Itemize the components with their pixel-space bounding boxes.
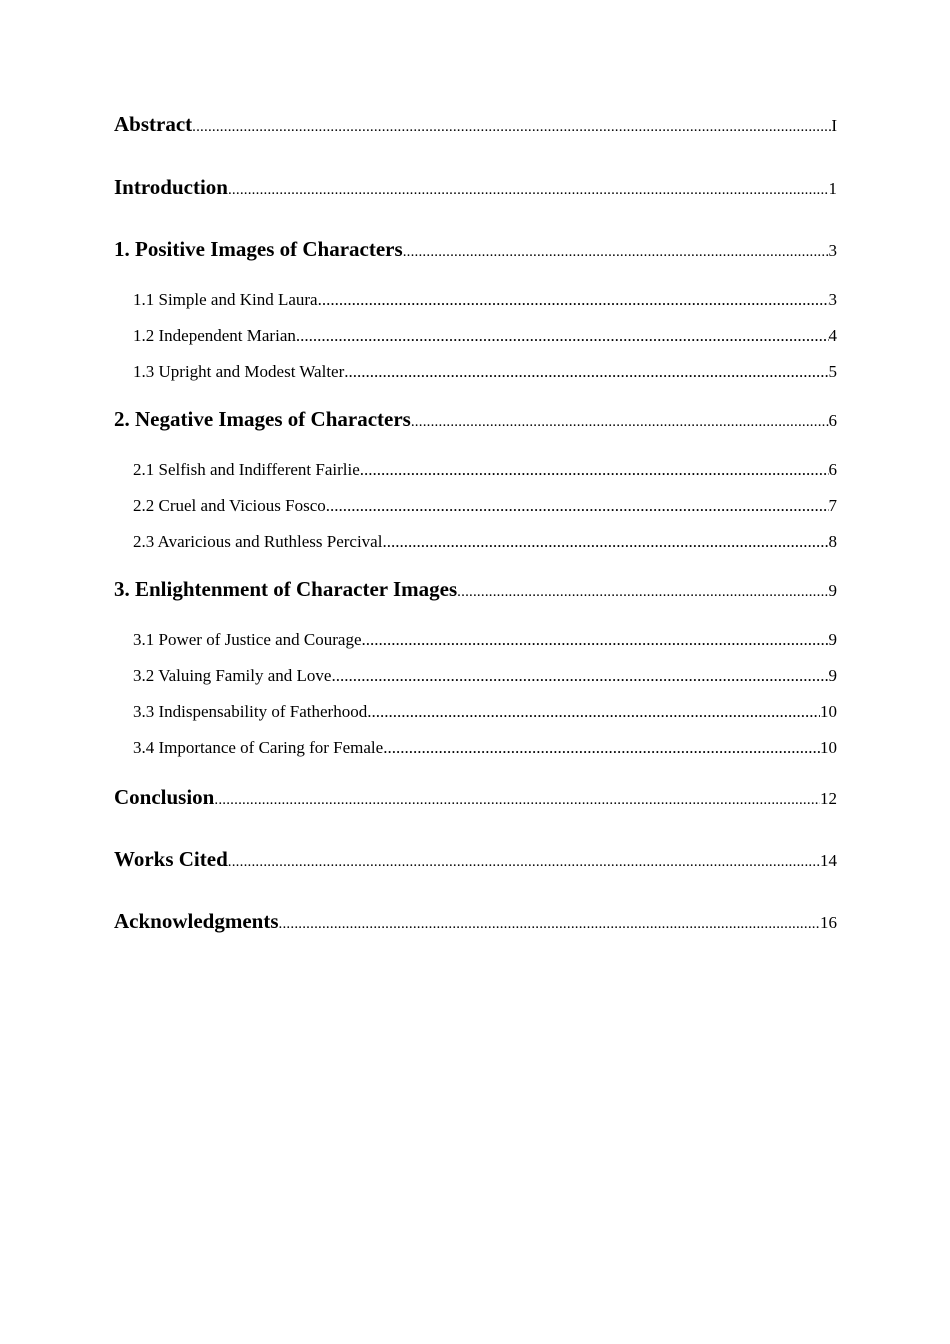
toc-entry-title: 3.1 Power of Justice and Courage bbox=[133, 630, 362, 649]
dot-leader bbox=[344, 362, 828, 382]
dot-leader bbox=[360, 460, 829, 480]
dot-leader bbox=[318, 290, 829, 310]
toc-entry-abstract[interactable] bbox=[114, 112, 837, 137]
toc-entry-acknowledgments[interactable] bbox=[114, 909, 837, 934]
toc-entry-works-cited[interactable] bbox=[114, 847, 837, 872]
toc-entry-page: I bbox=[831, 116, 837, 135]
toc-entry-title: 1.3 Upright and Modest Walter bbox=[133, 362, 345, 381]
toc-entry-chapter-3[interactable] bbox=[114, 577, 837, 602]
toc-entry-page: 3 bbox=[828, 290, 837, 309]
toc-entry-section-1-3[interactable] bbox=[133, 362, 837, 382]
toc-entry-title: Conclusion bbox=[114, 785, 215, 809]
toc-entry-page: 14 bbox=[820, 851, 837, 870]
toc-entry-page: 9 bbox=[828, 581, 837, 600]
toc-entry-chapter-1[interactable] bbox=[114, 237, 837, 262]
toc-entry-page: 12 bbox=[820, 789, 837, 808]
toc-entry-title: 3. Enlightenment of Character Images bbox=[114, 577, 458, 601]
toc-entry-page: 9 bbox=[828, 630, 837, 649]
dot-leader bbox=[214, 792, 820, 809]
toc-entry-title: 1.1 Simple and Kind Laura bbox=[133, 290, 318, 309]
dot-leader bbox=[383, 738, 820, 758]
toc-entry-title: 2.3 Avaricious and Ruthless Percival bbox=[133, 532, 383, 551]
dot-leader bbox=[331, 666, 828, 686]
toc-entry-page: 7 bbox=[828, 496, 837, 515]
dot-leader bbox=[367, 702, 820, 722]
dot-leader bbox=[228, 182, 829, 199]
toc-entry-title: 2.2 Cruel and Vicious Fosco bbox=[133, 496, 326, 515]
toc-entry-page: 10 bbox=[820, 702, 837, 721]
dot-leader bbox=[296, 326, 829, 346]
toc-entry-page: 9 bbox=[828, 666, 837, 685]
toc-entry-section-1-2[interactable] bbox=[133, 326, 837, 346]
toc-entry-page: 4 bbox=[828, 326, 837, 345]
toc-entry-page: 1 bbox=[828, 179, 837, 198]
toc-entry-section-3-2[interactable] bbox=[133, 666, 837, 686]
toc-entry-page: 3 bbox=[828, 241, 837, 260]
toc-entry-conclusion[interactable] bbox=[114, 785, 837, 810]
toc-entry-section-2-2[interactable] bbox=[133, 496, 837, 516]
toc-entry-title: 2.1 Selfish and Indifferent Fairlie bbox=[133, 460, 360, 479]
toc-entry-page: 8 bbox=[828, 532, 837, 551]
dot-leader bbox=[382, 532, 828, 552]
toc-entry-title: 3.4 Importance of Caring for Female bbox=[133, 738, 384, 757]
dot-leader bbox=[279, 916, 820, 933]
toc-entry-section-1-1[interactable] bbox=[133, 290, 837, 310]
toc-entry-page: 5 bbox=[828, 362, 837, 381]
toc-entry-section-3-1[interactable] bbox=[133, 630, 837, 650]
toc-entry-introduction[interactable] bbox=[114, 175, 837, 200]
toc-entry-section-3-3[interactable] bbox=[133, 702, 837, 722]
dot-leader bbox=[228, 854, 820, 871]
toc-entry-chapter-2[interactable] bbox=[114, 407, 837, 432]
toc-entry-title: 3.3 Indispensability of Fatherhood bbox=[133, 702, 368, 721]
toc-entry-section-2-3[interactable] bbox=[133, 532, 837, 552]
toc-entry-title: 1. Positive Images of Characters bbox=[114, 237, 403, 261]
toc-entry-title: 3.2 Valuing Family and Love bbox=[133, 666, 332, 685]
toc-entry-section-3-4[interactable] bbox=[133, 738, 837, 758]
toc-entry-title: Acknowledgments bbox=[114, 909, 279, 933]
dot-leader bbox=[403, 244, 829, 261]
toc-entry-title: Abstract bbox=[114, 112, 193, 136]
dot-leader bbox=[192, 119, 831, 136]
toc-entry-page: 10 bbox=[820, 738, 837, 757]
dot-leader bbox=[457, 584, 828, 601]
toc-entry-title: Works Cited bbox=[114, 847, 228, 871]
dot-leader bbox=[411, 414, 829, 431]
toc-entry-title: Introduction bbox=[114, 175, 228, 199]
toc-entry-title: 2. Negative Images of Characters bbox=[114, 407, 411, 431]
dot-leader bbox=[362, 630, 829, 650]
toc-entry-page: 6 bbox=[828, 460, 837, 479]
toc-entry-title: 1.2 Independent Marian bbox=[133, 326, 296, 345]
toc-entry-page: 6 bbox=[828, 411, 837, 430]
toc-entry-page: 16 bbox=[820, 913, 837, 932]
toc-entry-section-2-1[interactable] bbox=[133, 460, 837, 480]
dot-leader bbox=[326, 496, 829, 516]
